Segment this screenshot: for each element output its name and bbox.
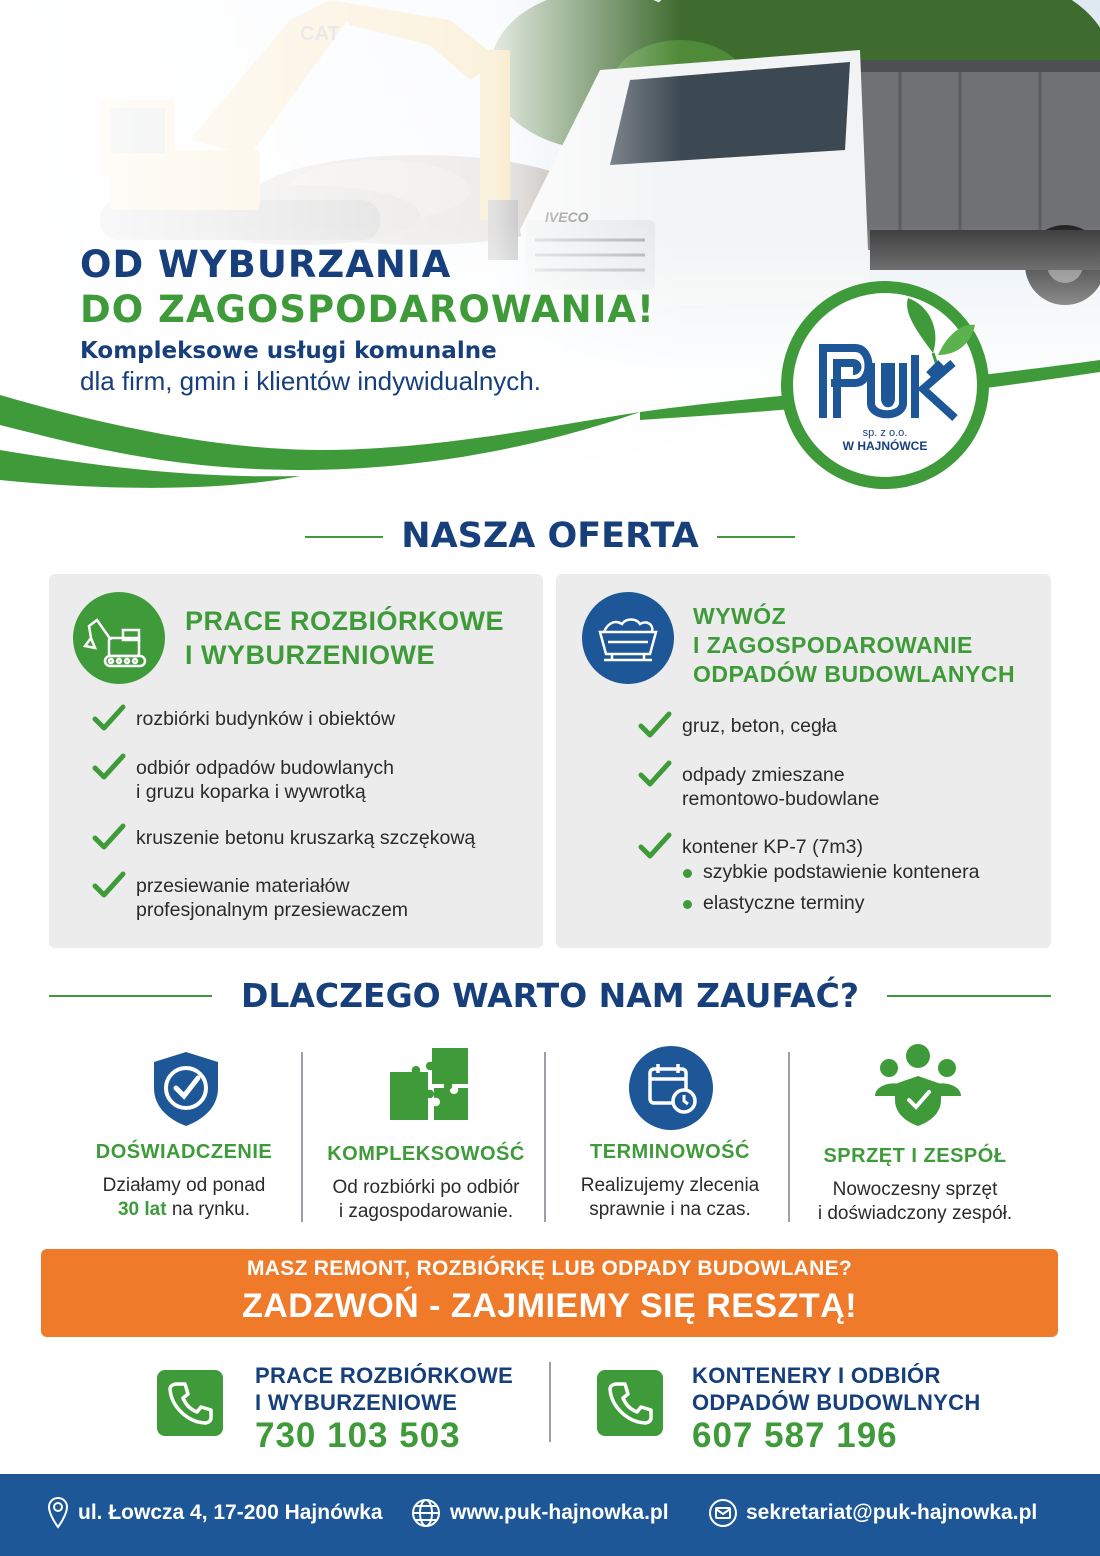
why-desc: Nowoczesny sprzęt i doświadczony zespół. xyxy=(817,1179,1013,1224)
offer-item: odpady zmieszane remontowo-budowlane xyxy=(682,763,879,811)
location-pin-icon xyxy=(47,1496,69,1530)
title-rule-right xyxy=(717,536,795,538)
why-title: KOMPLEKSOWOŚĆ xyxy=(327,1143,525,1165)
checkmark-icon xyxy=(638,831,672,861)
checkmark-icon xyxy=(92,822,126,852)
shield-check-icon xyxy=(150,1050,222,1128)
contact-divider xyxy=(549,1362,551,1442)
why-desc: Działamy od ponad 30 lat na rynku. xyxy=(102,1175,266,1220)
offer-item: odbiór odpadów budowlanych i gruzu koparka i wywrotką xyxy=(136,756,394,804)
offer-card-waste xyxy=(556,574,1051,948)
email-icon xyxy=(708,1498,738,1528)
phone-number-containers[interactable]: 607 587 196 xyxy=(692,1416,898,1455)
subtitle-regular: dla firm, gmin i klientów indywidualnych. xyxy=(80,366,541,396)
offer-item: gruz, beton, cegła xyxy=(682,714,837,738)
puzzle-icon xyxy=(386,1044,472,1126)
contact-label: KONTENERY I ODBIÓR ODPADÓW BUDOWLNYCH xyxy=(692,1363,981,1415)
checkmark-icon xyxy=(638,759,672,789)
cta-question: MASZ REMONT, ROZBIÓRKĘ LUB ODPADY BUDOWLANE? xyxy=(246,1257,853,1280)
checkmark-icon xyxy=(92,870,126,900)
headline-line2: DO ZAGOSPODAROWANIA! xyxy=(80,288,655,331)
company-logo xyxy=(781,281,989,489)
call-to-action-banner xyxy=(41,1249,1058,1337)
card-title-line1: PRACE ROZBIÓRKOWE xyxy=(185,606,504,636)
team-icon xyxy=(873,1042,963,1128)
subtitle-bold: Kompleksowe usługi komunalne xyxy=(80,338,497,364)
phone-icon xyxy=(597,1370,663,1436)
offer-sub-bullet: szybkie podstawienie kontenera xyxy=(703,861,979,884)
checkmark-icon xyxy=(638,710,672,740)
card-title-line2: I WYBURZENIOWE xyxy=(185,640,435,670)
why-section-title: DLACZEGO WARTO NAM ZAUFAĆ? xyxy=(240,976,860,1015)
card-title xyxy=(693,602,1015,689)
bullet-dot xyxy=(683,900,692,909)
column-divider xyxy=(788,1052,790,1222)
offer-sub-bullet: elastyczne terminy xyxy=(703,892,864,915)
footer-email[interactable]: sekretariat@puk-hajnowka.pl xyxy=(746,1501,1038,1524)
footer xyxy=(0,1474,1100,1556)
offer-item: rozbiórki budynków i obiektów xyxy=(136,707,395,731)
offer-item: przesiewanie materiałów profesjonalnym przesiewaczem xyxy=(136,874,408,922)
container-icon xyxy=(582,592,674,684)
title-rule-right xyxy=(887,995,1051,997)
card-title-line1: WYWÓZ xyxy=(693,603,787,629)
calendar-clock-icon xyxy=(628,1045,714,1131)
logo-city: W HAJNÓWCE xyxy=(842,439,928,453)
why-desc: Realizujemy zlecenia sprawnie i na czas. xyxy=(580,1175,760,1220)
card-title xyxy=(185,604,504,672)
why-title: SPRZĘT I ZESPÓŁ xyxy=(823,1145,1007,1167)
column-divider xyxy=(301,1052,303,1222)
hero-banner xyxy=(0,0,1100,500)
cta-call: ZADZWOŃ - ZAJMIEMY SIĘ RESZTĄ! xyxy=(241,1287,858,1325)
contact-label: PRACE ROZBIÓRKOWE I WYBURZENIOWE xyxy=(255,1363,514,1415)
excavator-icon xyxy=(73,592,165,684)
why-title: DOŚWIADCZENIE xyxy=(95,1141,273,1163)
footer-website[interactable]: www.puk-hajnowka.pl xyxy=(450,1501,669,1524)
bullet-dot xyxy=(683,869,692,878)
globe-icon xyxy=(411,1498,441,1528)
footer-address: ul. Łowcza 4, 17-200 Hajnówka xyxy=(78,1501,383,1524)
phone-number-demolition[interactable]: 730 103 503 xyxy=(255,1416,461,1455)
card-title-line3: ODPADÓW BUDOWLANYCH xyxy=(693,661,1016,687)
headline-line1: OD WYBURZANIA xyxy=(80,243,452,286)
card-title-line2: I ZAGOSPODAROWANIE xyxy=(693,632,973,658)
phone-icon xyxy=(157,1370,223,1436)
hero-headline xyxy=(80,244,655,397)
offer-card-demolition xyxy=(49,574,543,948)
column-divider xyxy=(544,1052,546,1222)
offer-section-title: NASZA OFERTA xyxy=(401,516,699,556)
logo-company-form: sp. z o.o. xyxy=(862,427,908,439)
offer-item: kruszenie betonu kruszarką szczękową xyxy=(136,826,475,850)
why-desc: Od rozbiórki po odbiór i zagospodarowanie. xyxy=(332,1177,520,1222)
offer-item: kontener KP-7 (7m3) xyxy=(682,835,863,859)
checkmark-icon xyxy=(92,703,126,733)
checkmark-icon xyxy=(92,752,126,782)
why-title: TERMINOWOŚĆ xyxy=(590,1141,750,1163)
